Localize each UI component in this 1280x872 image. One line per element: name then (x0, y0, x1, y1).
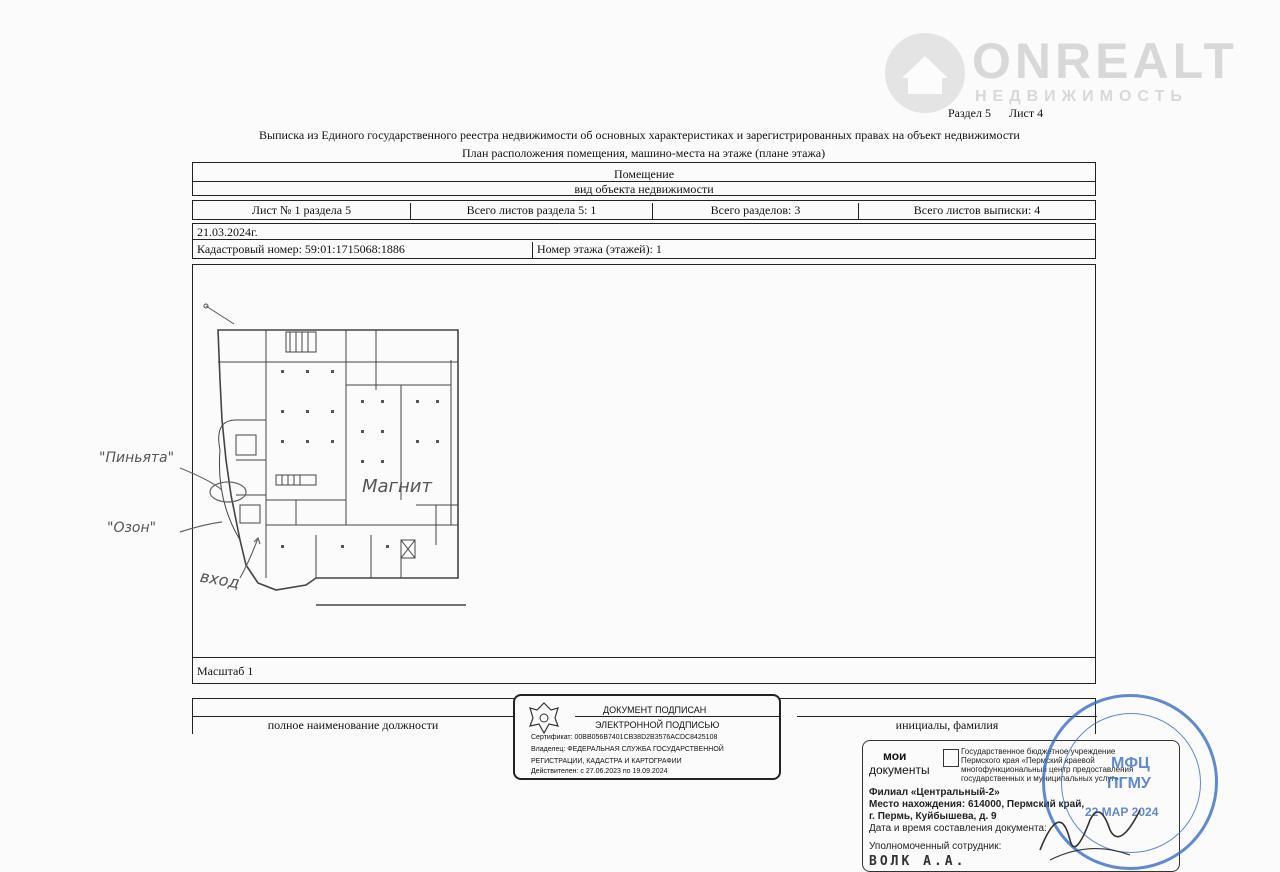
seal-line2: ПГМУ (1107, 775, 1151, 792)
sheet-number: Лист № 1 раздела 5 (193, 203, 411, 219)
e-signature-valid: Действителен: с 27.06.2023 по 19.09.2024 (531, 768, 668, 775)
mfc-org-line3: многофункциональный центр предоставления (961, 765, 1134, 774)
house-logo-icon (880, 28, 970, 118)
annotation-pinyata: "Пиньята" (99, 450, 175, 466)
annotation-entrance: вход (198, 566, 242, 593)
e-signature-title: ДОКУМЕНТ ПОДПИСАН (603, 705, 707, 715)
scale-label: Масштаб 1 (197, 664, 254, 678)
onrealt-watermark (880, 28, 1260, 118)
watermark-subtitle: НЕДВИЖИМОСТЬ (975, 88, 1188, 105)
e-signature-owner1: Владелец: ФЕДЕРАЛЬНАЯ СЛУЖБА ГОСУДАРСТВЕННОЙ (531, 746, 724, 753)
e-signature-subtitle: ЭЛЕКТРОННОЙ ПОДПИСЬЮ (595, 720, 720, 730)
mfc-address: г. Пермь, Куйбышева, д. 9 (869, 811, 997, 822)
mfc-location: Место нахождения: 614000, Пермский край, (869, 799, 1085, 810)
coat-of-arms-icon (527, 700, 561, 736)
mfc-employee-name: ВОЛК А.А. (869, 854, 967, 869)
position-label: полное наименование должности (267, 718, 439, 732)
seal-date: 22 МАР 2024 (1085, 805, 1159, 819)
sheet-info-row (192, 200, 1096, 220)
total-sheets-extract: Всего листов выписки: 4 (913, 203, 1041, 217)
document-subtitle: План расположения помещения, машино-места на этаже (плане этажа) (462, 146, 826, 160)
annotation-arrows (160, 460, 280, 590)
annotation-magnit: Магнит (362, 476, 432, 497)
total-sheets-section: Всего листов раздела 5: 1 (411, 203, 653, 219)
section-sheet-label: Раздел 5 Лист 4 (948, 106, 1044, 120)
mfc-emblem-icon (943, 749, 959, 767)
watermark-brand: ONREALT (972, 33, 1238, 89)
total-sections: Всего разделов: 3 (653, 203, 859, 219)
annotation-ozon: "Озон" (107, 520, 157, 536)
mfc-branch: Филиал «Центральный-2» (869, 787, 1000, 798)
initials-label: инициалы, фамилия (895, 718, 999, 732)
mfc-logo-bottom: документы (869, 763, 930, 777)
object-type-block (192, 162, 1096, 196)
object-kind: вид объекта недвижимости (574, 182, 714, 196)
mfc-org-line2: Пермского края «Пермский краевой (961, 756, 1095, 765)
object-name: Помещение (613, 167, 675, 181)
seal-line1: МФЦ (1111, 755, 1150, 772)
extract-date: 21.03.2024г. (197, 225, 258, 239)
mfc-datetime-label: Дата и время составления документа: (869, 823, 1047, 834)
e-signature-cert: Сертификат: 00BB056B7401CB38D2B3576ACDC8425108 (531, 734, 718, 741)
mfc-employee-label: Уполномоченный сотрудник: (869, 841, 1002, 852)
handwritten-signature (1030, 790, 1150, 870)
e-signature-owner2: РЕГИСТРАЦИИ, КАДАСТРА И КАРТОГРАФИИ (531, 758, 682, 765)
mfc-org-line1: Государственное бюджетное учреждение (961, 747, 1116, 756)
cadastral-block (192, 223, 1096, 259)
floor-number: Номер этажа (этажей): 1 (537, 242, 662, 256)
mfc-logo-top: мои (883, 749, 907, 763)
e-signature-box (513, 694, 781, 780)
mfc-org-line4: государственных и муниципальных услуг» (961, 774, 1119, 783)
cadastral-number: Кадастровый номер: 59:01:1715068:1886 (197, 242, 533, 258)
document-title: Выписка из Единого государственного реестра недвижимости об основных характеристиках и зарегистрированных правах на объект недвижимости (259, 128, 1020, 142)
